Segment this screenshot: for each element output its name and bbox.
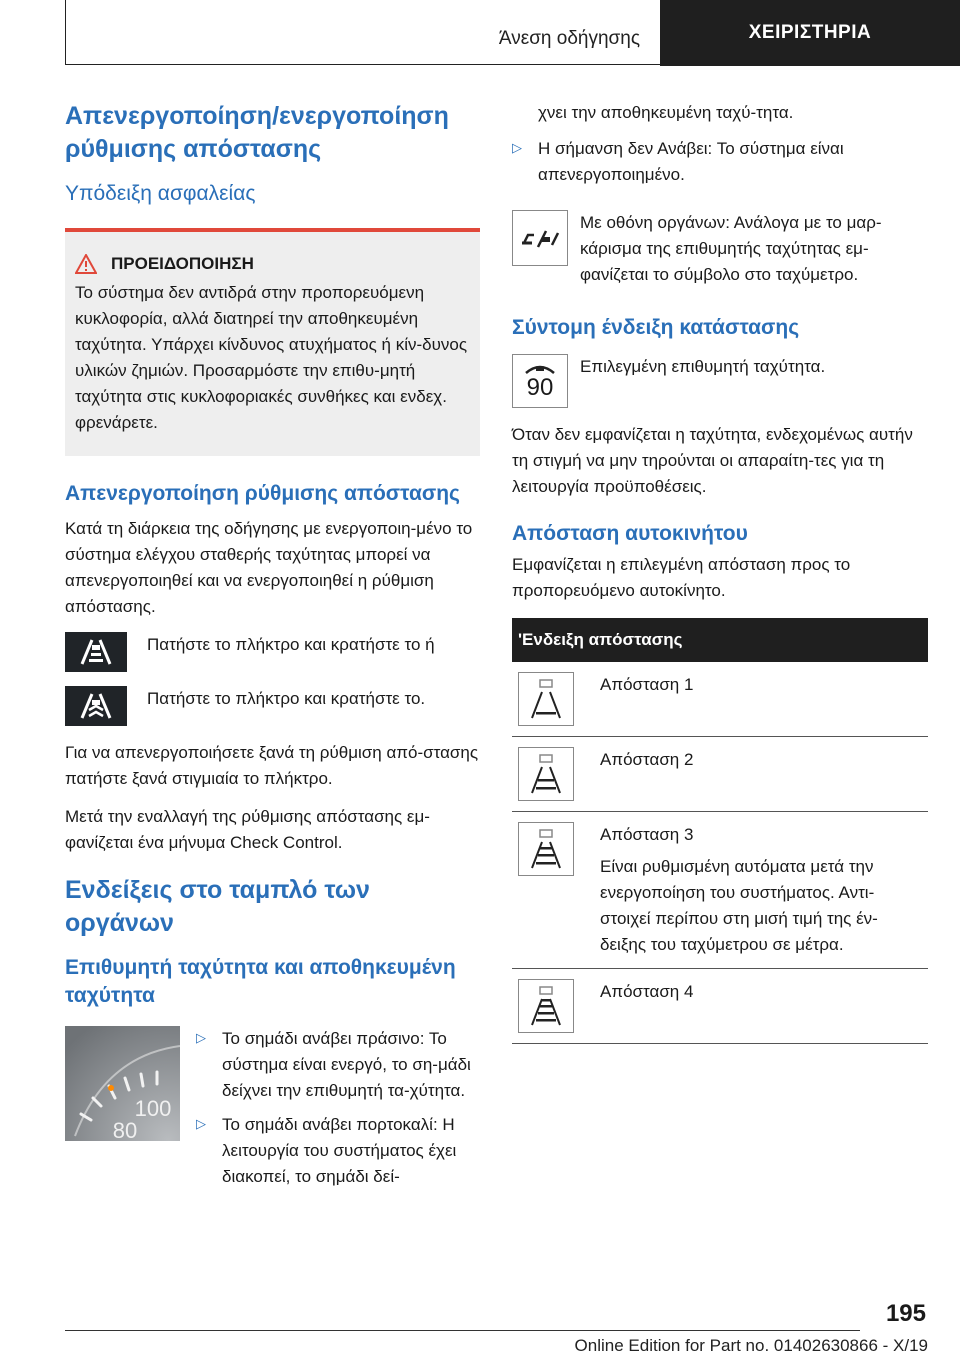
right-column (512, 100, 928, 1044)
status-speed-value: 90 (526, 374, 554, 401)
left-column (65, 100, 480, 1198)
after-switch-text: Μετά την εναλλαγή της ρύθμισης απόστασης εμ-φανίζεται ένα μήνυμα Check Control. (65, 807, 430, 852)
distance-4-label: Απόσταση 4 (600, 982, 694, 1001)
header-rule-left (65, 0, 66, 64)
heading-safety-note: Υπόδειξη ασφαλείας (65, 182, 256, 205)
heading-instrument-displays: Ενδείξεις στο ταμπλό των οργάνων (65, 876, 370, 937)
car-distance-icon (76, 691, 116, 721)
warning-box (65, 228, 480, 456)
warning-title-text: ΠΡΟΕΙΔΟΠΟΙΗΣΗ (111, 254, 254, 273)
heading-vehicle-distance: Απόσταση αυτοκινήτου (512, 522, 748, 545)
header-section-title: Άνεση οδήγησης (498, 28, 640, 49)
header-chapter-tab: ΧΕΙΡΙΣΤΗΡΙΑ (660, 0, 960, 66)
deactivate-text: Κατά τη διάρκεια της οδήγησης με ενεργοποιη-μένο το σύστημα ελέγχου σταθερής ταχύτητας μπορεί να απενεργοποιηθεί και να ενεργοποιηθεί η ρύθμιση απόστασης. (65, 519, 473, 616)
distance-3-note: Είναι ρυθμισμένη αυτόματα μετά την ενεργοποίηση του συστήματος. Αντι-στοιχεί περίπου στη μισή τιμή της έν-δειξης του ταχύμετρου σε μέτρα. (600, 857, 878, 954)
bullet-orange-continued (512, 100, 928, 126)
distance-2-label: Απόσταση 2 (600, 750, 694, 769)
warning-title (75, 254, 470, 274)
distance-text: Εμφανίζεται η επιλεγμένη απόσταση προς το προπορευόμενο αυτοκίνητο. (512, 555, 851, 600)
speedometer-gauge-image (65, 1026, 180, 1141)
heading-desired-speed: Επιθυμητή ταχύτητα και αποθηκευμένη ταχύτητα (65, 956, 456, 1007)
bullet-orange-text: Το σημάδι ανάβει πορτοκαλί: Η λειτουργία του συστήματος έχει διακοπεί, το σημάδι δεί- (222, 1115, 457, 1186)
gauge-bullets (196, 1026, 480, 1198)
press-button-row-1 (65, 632, 480, 672)
header-rule-bottom (65, 64, 660, 65)
press-text-1: Πατήστε το πλήκτρο και κρατήστε το ή (147, 635, 435, 654)
gauge-label-100: 100 (134, 1096, 172, 1121)
reactivate-text: Για να απενεργοποιήσετε ξανά τη ρύθμιση από-στασης πατήστε ξανά στιγμιαία το πλήκτρο. (65, 743, 479, 788)
heading-status-display: Σύντομη ένδειξη κατάστασης (512, 316, 800, 339)
bullet-off-text: Η σήμανση δεν Ανάβει: Το σύστημα είναι απενεργοποιημένο. (538, 139, 844, 184)
table-row (512, 969, 928, 1044)
distance-1-label: Απόσταση 1 (600, 675, 694, 694)
warning-text: Το σύστημα δεν αντιδρά στην προπορευόμενη κυκλοφορία, αλλά διατηρεί την αποθηκευμένη ταχύτητα. Υπάρχει κίνδυνος ατυχήματος ή κίν-δυνος υλικών ζημιών. Προσαρμόστε την επιθυ-μητή ταχύτητα στις κυκλοφοριακές συνθήκες και ενδεχ. φρενάρετε. (75, 283, 468, 432)
triangle-bullet-icon: ▷ (512, 140, 522, 155)
distance-3-icon (518, 822, 574, 876)
distance-table-header: 'Ενδειξη απόστασης (512, 618, 928, 662)
car-gauge-symbol-icon (518, 223, 562, 253)
heading-deactivate-distance-control: Απενεργοποίηση ρύθμισης απόστασης (65, 482, 460, 505)
distance-3-label: Απόσταση 3 (600, 825, 694, 844)
status-note: Όταν δεν εμφανίζεται η ταχύτητα, ενδεχομένως αυτήν τη στιγμή να μην τηρούνται οι απαραίτη-τες για τη λειτουργία προϋποθέσεις. (512, 425, 913, 496)
status-speed-symbol-box (512, 354, 568, 408)
distance-button-icon-alt (65, 686, 127, 726)
bullet-off (512, 136, 928, 188)
triangle-bullet-icon: ▷ (196, 1030, 206, 1045)
heading-toggle-distance-control: Απενεργοποίηση/ενεργοποίηση ρύθμισης απόστασης (65, 102, 449, 163)
edition-note: Online Edition for Part no. 01402630866 - X/19 (574, 1336, 928, 1355)
table-row (512, 662, 928, 737)
triangle-bullet-icon: ▷ (196, 1116, 206, 1131)
warning-triangle-icon (75, 254, 97, 274)
cruise-arc-icon (520, 361, 560, 375)
footer-rule (65, 1330, 860, 1331)
distance-4-icon (518, 979, 574, 1033)
bullet-green (196, 1026, 480, 1104)
table-row (512, 812, 928, 969)
bullet-orange-cont-text: χνει την αποθηκευμένη ταχύ-τητα. (538, 103, 794, 122)
bullet-orange (196, 1112, 480, 1190)
status-display-row (512, 354, 928, 408)
instrument-display-row (512, 210, 928, 288)
distance-button-icon (65, 632, 127, 672)
gauge-label-80: 80 (112, 1118, 138, 1141)
distance-1-icon (518, 672, 574, 726)
page-number: 195 (885, 1300, 926, 1327)
gauge-section (65, 1026, 480, 1198)
distance-2-icon (518, 747, 574, 801)
press-text-2: Πατήστε το πλήκτρο και κρατήστε το. (147, 689, 426, 708)
speedometer-symbol-box (512, 210, 568, 266)
table-row (512, 737, 928, 812)
bullet-green-text: Το σημάδι ανάβει πράσινο: Το σύστημα είναι ενεργό, το ση-μάδι δείχνει την επιθυμητή τα-χύτητα. (222, 1029, 471, 1100)
car-distance-icon (76, 637, 116, 667)
press-button-row-2 (65, 686, 480, 726)
instrument-display-text: Με οθόνη οργάνων: Ανάλογα με το μαρ-κάρισμα της επιθυμητής ταχύτητας εμ-φανίζεται το σύμβολο στο ταχύμετρο. (580, 213, 882, 284)
distance-table (512, 618, 928, 1044)
status-text: Επιλεγμένη επιθυμητή ταχύτητα. (580, 357, 826, 376)
